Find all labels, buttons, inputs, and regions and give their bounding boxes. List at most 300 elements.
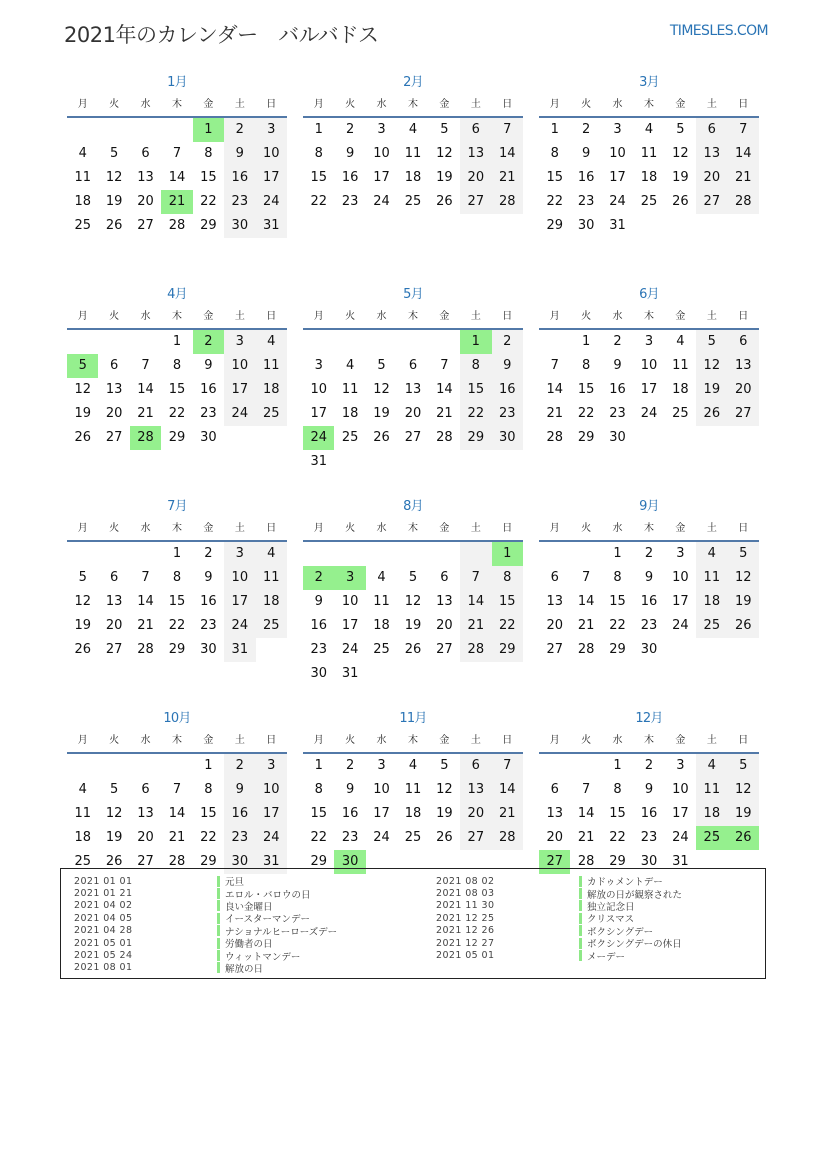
- day-cell[interactable]: 2: [644, 546, 654, 561]
- day-cell[interactable]: 4: [377, 570, 386, 585]
- holiday-day-cell[interactable]: 1: [492, 542, 523, 566]
- day-cell[interactable]: 17: [640, 382, 658, 397]
- day-cell[interactable]: 19: [74, 406, 91, 421]
- day-cell[interactable]: 12: [105, 806, 123, 821]
- day-cell[interactable]: 13: [460, 778, 491, 802]
- day-cell[interactable]: 6: [141, 146, 150, 161]
- day-cell[interactable]: 31: [256, 850, 287, 874]
- day-cell[interactable]: 5: [440, 122, 449, 137]
- day-cell[interactable]: 19: [696, 378, 727, 402]
- day-cell[interactable]: 27: [460, 826, 491, 850]
- day-cell[interactable]: 7: [492, 118, 523, 142]
- day-cell[interactable]: 16: [310, 618, 327, 633]
- day-cell[interactable]: 10: [640, 358, 658, 373]
- day-cell[interactable]: 23: [341, 830, 359, 845]
- day-cell[interactable]: 8: [172, 570, 182, 585]
- day-cell[interactable]: 20: [728, 378, 759, 402]
- day-cell[interactable]: 27: [105, 642, 123, 657]
- day-cell[interactable]: 18: [404, 170, 422, 185]
- day-cell[interactable]: 8: [314, 146, 323, 161]
- day-cell[interactable]: 25: [373, 642, 390, 657]
- day-cell[interactable]: 31: [256, 214, 287, 238]
- day-cell[interactable]: 17: [672, 594, 689, 609]
- day-cell[interactable]: 30: [310, 666, 327, 681]
- day-cell[interactable]: 24: [640, 406, 658, 421]
- day-cell[interactable]: 23: [492, 402, 523, 426]
- day-cell[interactable]: 11: [256, 354, 287, 378]
- day-cell[interactable]: 23: [224, 190, 255, 214]
- day-cell[interactable]: 1: [613, 758, 622, 773]
- day-cell[interactable]: 22: [546, 194, 563, 209]
- day-cell[interactable]: 14: [137, 382, 154, 397]
- day-cell[interactable]: 26: [105, 218, 123, 233]
- day-cell[interactable]: 16: [640, 806, 658, 821]
- day-cell[interactable]: 17: [256, 802, 287, 826]
- day-cell[interactable]: 28: [436, 430, 453, 445]
- day-cell[interactable]: 1: [613, 546, 622, 561]
- day-cell[interactable]: 17: [373, 806, 390, 821]
- day-cell[interactable]: 7: [460, 566, 491, 590]
- day-cell[interactable]: 24: [672, 830, 689, 845]
- holiday-day-cell[interactable]: 28: [130, 426, 161, 450]
- day-cell[interactable]: 26: [728, 614, 759, 638]
- day-cell[interactable]: 24: [672, 618, 689, 633]
- day-cell[interactable]: 15: [460, 378, 491, 402]
- day-cell[interactable]: 4: [676, 334, 685, 349]
- day-cell[interactable]: 19: [404, 618, 422, 633]
- day-cell[interactable]: 18: [696, 590, 727, 614]
- day-cell[interactable]: 23: [200, 618, 217, 633]
- day-cell[interactable]: 17: [672, 806, 689, 821]
- day-cell[interactable]: 14: [492, 142, 523, 166]
- day-cell[interactable]: 28: [577, 854, 595, 869]
- day-cell[interactable]: 21: [137, 618, 154, 633]
- day-cell[interactable]: 17: [609, 170, 626, 185]
- day-cell[interactable]: 22: [609, 830, 626, 845]
- day-cell[interactable]: 1: [204, 758, 213, 773]
- day-cell[interactable]: 14: [168, 170, 186, 185]
- day-cell[interactable]: 1: [172, 546, 182, 561]
- day-cell[interactable]: 16: [577, 170, 595, 185]
- day-cell[interactable]: 6: [109, 358, 119, 373]
- day-cell[interactable]: 4: [696, 542, 727, 566]
- day-cell[interactable]: 12: [105, 170, 123, 185]
- day-cell[interactable]: 5: [78, 570, 87, 585]
- day-cell[interactable]: 10: [341, 594, 359, 609]
- day-cell[interactable]: 4: [256, 330, 287, 354]
- day-cell[interactable]: 12: [74, 382, 91, 397]
- day-cell[interactable]: 1: [314, 758, 323, 773]
- day-cell[interactable]: 3: [644, 334, 654, 349]
- day-cell[interactable]: 21: [546, 406, 563, 421]
- day-cell[interactable]: 9: [644, 782, 654, 797]
- day-cell[interactable]: 8: [204, 146, 213, 161]
- holiday-day-cell[interactable]: 1: [193, 118, 224, 142]
- holiday-day-cell[interactable]: 30: [334, 850, 365, 874]
- day-cell[interactable]: 4: [644, 122, 654, 137]
- day-cell[interactable]: 25: [696, 614, 727, 638]
- day-cell[interactable]: 5: [109, 782, 119, 797]
- day-cell[interactable]: 14: [577, 806, 595, 821]
- day-cell[interactable]: 11: [341, 382, 359, 397]
- day-cell[interactable]: 25: [404, 830, 422, 845]
- day-cell[interactable]: 2: [345, 122, 355, 137]
- day-cell[interactable]: 26: [436, 830, 453, 845]
- day-cell[interactable]: 27: [460, 190, 491, 214]
- day-cell[interactable]: 20: [137, 830, 154, 845]
- day-cell[interactable]: 18: [74, 194, 91, 209]
- day-cell[interactable]: 21: [492, 166, 523, 190]
- day-cell[interactable]: 6: [460, 118, 491, 142]
- day-cell[interactable]: 23: [609, 406, 626, 421]
- day-cell[interactable]: 14: [546, 382, 563, 397]
- day-cell[interactable]: 14: [492, 778, 523, 802]
- day-cell[interactable]: 13: [728, 354, 759, 378]
- day-cell[interactable]: 6: [109, 570, 119, 585]
- day-cell[interactable]: 8: [581, 358, 591, 373]
- day-cell[interactable]: 19: [728, 802, 759, 826]
- day-cell[interactable]: 20: [696, 166, 727, 190]
- day-cell[interactable]: 19: [436, 170, 453, 185]
- day-cell[interactable]: 5: [676, 122, 685, 137]
- day-cell[interactable]: 18: [373, 618, 390, 633]
- day-cell[interactable]: 6: [408, 358, 418, 373]
- day-cell[interactable]: 24: [256, 190, 287, 214]
- day-cell[interactable]: 13: [137, 806, 154, 821]
- day-cell[interactable]: 7: [141, 358, 150, 373]
- day-cell[interactable]: 20: [404, 406, 422, 421]
- day-cell[interactable]: 29: [492, 638, 523, 662]
- day-cell[interactable]: 3: [377, 122, 386, 137]
- day-cell[interactable]: 5: [696, 330, 727, 354]
- day-cell[interactable]: 30: [200, 642, 217, 657]
- day-cell[interactable]: 12: [696, 354, 727, 378]
- day-cell[interactable]: 18: [404, 806, 422, 821]
- day-cell[interactable]: 29: [609, 642, 626, 657]
- day-cell[interactable]: 14: [168, 806, 186, 821]
- day-cell[interactable]: 27: [546, 642, 563, 657]
- day-cell[interactable]: 22: [168, 406, 186, 421]
- day-cell[interactable]: 24: [373, 194, 390, 209]
- day-cell[interactable]: 9: [613, 358, 622, 373]
- holiday-day-cell[interactable]: 1: [460, 330, 491, 354]
- day-cell[interactable]: 14: [728, 142, 759, 166]
- day-cell[interactable]: 16: [341, 806, 359, 821]
- day-cell[interactable]: 5: [728, 754, 759, 778]
- day-cell[interactable]: 15: [168, 594, 186, 609]
- day-cell[interactable]: 29: [168, 430, 186, 445]
- day-cell[interactable]: 22: [492, 614, 523, 638]
- day-cell[interactable]: 22: [310, 830, 327, 845]
- day-cell[interactable]: 25: [640, 194, 658, 209]
- day-cell[interactable]: 21: [460, 614, 491, 638]
- day-cell[interactable]: 11: [74, 806, 91, 821]
- day-cell[interactable]: 28: [168, 218, 186, 233]
- day-cell[interactable]: 1: [172, 334, 182, 349]
- day-cell[interactable]: 18: [256, 590, 287, 614]
- day-cell[interactable]: 28: [492, 190, 523, 214]
- day-cell[interactable]: 13: [546, 806, 563, 821]
- day-cell[interactable]: 13: [546, 594, 563, 609]
- day-cell[interactable]: 2: [492, 330, 523, 354]
- day-cell[interactable]: 27: [696, 190, 727, 214]
- day-cell[interactable]: 15: [200, 806, 217, 821]
- day-cell[interactable]: 13: [460, 142, 491, 166]
- day-cell[interactable]: 16: [492, 378, 523, 402]
- day-cell[interactable]: 8: [172, 358, 182, 373]
- day-cell[interactable]: 30: [492, 426, 523, 450]
- day-cell[interactable]: 6: [460, 754, 491, 778]
- day-cell[interactable]: 29: [460, 426, 491, 450]
- day-cell[interactable]: 20: [105, 406, 123, 421]
- day-cell[interactable]: 3: [256, 754, 287, 778]
- day-cell[interactable]: 20: [436, 618, 453, 633]
- day-cell[interactable]: 17: [256, 166, 287, 190]
- day-cell[interactable]: 28: [728, 190, 759, 214]
- day-cell[interactable]: 7: [172, 782, 182, 797]
- day-cell[interactable]: 8: [314, 782, 323, 797]
- day-cell[interactable]: 3: [377, 758, 386, 773]
- day-cell[interactable]: 6: [728, 330, 759, 354]
- day-cell[interactable]: 30: [224, 850, 255, 874]
- day-cell[interactable]: 29: [310, 854, 327, 869]
- day-cell[interactable]: 11: [640, 146, 658, 161]
- day-cell[interactable]: 27: [404, 430, 422, 445]
- day-cell[interactable]: 2: [204, 546, 213, 561]
- day-cell[interactable]: 14: [137, 594, 154, 609]
- day-cell[interactable]: 21: [168, 830, 186, 845]
- holiday-day-cell[interactable]: 2: [303, 566, 334, 590]
- day-cell[interactable]: 23: [200, 406, 217, 421]
- day-cell[interactable]: 7: [581, 570, 591, 585]
- day-cell[interactable]: 5: [408, 570, 418, 585]
- day-cell[interactable]: 28: [137, 642, 154, 657]
- day-cell[interactable]: 15: [577, 382, 595, 397]
- day-cell[interactable]: 20: [546, 830, 563, 845]
- day-cell[interactable]: 9: [224, 778, 255, 802]
- day-cell[interactable]: 22: [200, 194, 217, 209]
- day-cell[interactable]: 9: [314, 594, 323, 609]
- day-cell[interactable]: 16: [200, 382, 217, 397]
- day-cell[interactable]: 27: [105, 430, 123, 445]
- day-cell[interactable]: 5: [109, 146, 119, 161]
- day-cell[interactable]: 23: [224, 826, 255, 850]
- day-cell[interactable]: 19: [672, 170, 689, 185]
- day-cell[interactable]: 11: [74, 170, 91, 185]
- day-cell[interactable]: 25: [256, 614, 287, 638]
- day-cell[interactable]: 15: [168, 382, 186, 397]
- day-cell[interactable]: 4: [78, 146, 87, 161]
- day-cell[interactable]: 7: [492, 754, 523, 778]
- day-cell[interactable]: 10: [373, 782, 390, 797]
- day-cell[interactable]: 15: [310, 806, 327, 821]
- day-cell[interactable]: 26: [436, 194, 453, 209]
- day-cell[interactable]: 22: [168, 618, 186, 633]
- day-cell[interactable]: 19: [728, 590, 759, 614]
- day-cell[interactable]: 31: [310, 454, 327, 469]
- day-cell[interactable]: 21: [728, 166, 759, 190]
- day-cell[interactable]: 4: [345, 358, 355, 373]
- day-cell[interactable]: 13: [404, 382, 422, 397]
- day-cell[interactable]: 25: [672, 406, 689, 421]
- day-cell[interactable]: 19: [105, 194, 123, 209]
- day-cell[interactable]: 7: [141, 570, 150, 585]
- day-cell[interactable]: 28: [546, 430, 563, 445]
- day-cell[interactable]: 14: [577, 594, 595, 609]
- day-cell[interactable]: 21: [577, 830, 595, 845]
- day-cell[interactable]: 26: [74, 642, 91, 657]
- day-cell[interactable]: 8: [460, 354, 491, 378]
- day-cell[interactable]: 31: [224, 638, 255, 662]
- day-cell[interactable]: 27: [436, 642, 453, 657]
- day-cell[interactable]: 8: [492, 566, 523, 590]
- day-cell[interactable]: 10: [256, 142, 287, 166]
- day-cell[interactable]: 6: [696, 118, 727, 142]
- day-cell[interactable]: 19: [373, 406, 390, 421]
- day-cell[interactable]: 30: [609, 430, 626, 445]
- day-cell[interactable]: 18: [672, 382, 689, 397]
- day-cell[interactable]: 29: [168, 642, 186, 657]
- day-cell[interactable]: 25: [404, 194, 422, 209]
- day-cell[interactable]: 17: [341, 618, 359, 633]
- day-cell[interactable]: 17: [224, 378, 255, 402]
- day-cell[interactable]: 27: [728, 402, 759, 426]
- day-cell[interactable]: 23: [640, 618, 658, 633]
- day-cell[interactable]: 17: [224, 590, 255, 614]
- day-cell[interactable]: 29: [200, 854, 217, 869]
- day-cell[interactable]: 17: [373, 170, 390, 185]
- day-cell[interactable]: 13: [137, 170, 154, 185]
- day-cell[interactable]: 11: [696, 566, 727, 590]
- day-cell[interactable]: 6: [440, 570, 449, 585]
- day-cell[interactable]: 7: [550, 358, 559, 373]
- day-cell[interactable]: 1: [581, 334, 591, 349]
- day-cell[interactable]: 19: [436, 806, 453, 821]
- day-cell[interactable]: 12: [436, 782, 453, 797]
- day-cell[interactable]: 15: [609, 806, 626, 821]
- day-cell[interactable]: 20: [460, 166, 491, 190]
- day-cell[interactable]: 3: [224, 542, 255, 566]
- day-cell[interactable]: 22: [609, 618, 626, 633]
- day-cell[interactable]: 10: [672, 570, 689, 585]
- day-cell[interactable]: 20: [460, 802, 491, 826]
- day-cell[interactable]: 9: [492, 354, 523, 378]
- day-cell[interactable]: 15: [609, 594, 626, 609]
- day-cell[interactable]: 6: [550, 782, 559, 797]
- day-cell[interactable]: 21: [577, 618, 595, 633]
- day-cell[interactable]: 27: [137, 218, 154, 233]
- day-cell[interactable]: 12: [672, 146, 689, 161]
- day-cell[interactable]: 22: [577, 406, 595, 421]
- day-cell[interactable]: 3: [314, 358, 323, 373]
- day-cell[interactable]: 11: [373, 594, 390, 609]
- day-cell[interactable]: 8: [204, 782, 213, 797]
- day-cell[interactable]: 16: [341, 170, 359, 185]
- day-cell[interactable]: 26: [373, 430, 390, 445]
- day-cell[interactable]: 12: [728, 566, 759, 590]
- day-cell[interactable]: 18: [341, 406, 359, 421]
- day-cell[interactable]: 2: [345, 758, 355, 773]
- day-cell[interactable]: 20: [546, 618, 563, 633]
- day-cell[interactable]: 30: [224, 214, 255, 238]
- day-cell[interactable]: 23: [341, 194, 359, 209]
- day-cell[interactable]: 29: [546, 218, 563, 233]
- day-cell[interactable]: 2: [644, 758, 654, 773]
- day-cell[interactable]: 2: [224, 118, 255, 142]
- day-cell[interactable]: 19: [74, 618, 91, 633]
- day-cell[interactable]: 1: [314, 122, 323, 137]
- day-cell[interactable]: 6: [550, 570, 559, 585]
- day-cell[interactable]: 26: [672, 194, 689, 209]
- day-cell[interactable]: 12: [436, 146, 453, 161]
- day-cell[interactable]: 19: [105, 830, 123, 845]
- day-cell[interactable]: 3: [676, 758, 685, 773]
- site-logo[interactable]: TIMESLES.COM: [669, 23, 768, 39]
- day-cell[interactable]: 15: [200, 170, 217, 185]
- day-cell[interactable]: 6: [141, 782, 150, 797]
- day-cell[interactable]: 26: [696, 402, 727, 426]
- day-cell[interactable]: 15: [546, 170, 563, 185]
- day-cell[interactable]: 28: [168, 854, 186, 869]
- day-cell[interactable]: 15: [310, 170, 327, 185]
- day-cell[interactable]: 29: [577, 430, 595, 445]
- day-cell[interactable]: 7: [728, 118, 759, 142]
- day-cell[interactable]: 18: [640, 170, 658, 185]
- day-cell[interactable]: 28: [492, 826, 523, 850]
- day-cell[interactable]: 30: [640, 854, 658, 869]
- day-cell[interactable]: 20: [105, 618, 123, 633]
- day-cell[interactable]: 9: [581, 146, 591, 161]
- day-cell[interactable]: 24: [224, 402, 255, 426]
- day-cell[interactable]: 4: [696, 754, 727, 778]
- day-cell[interactable]: 25: [74, 854, 91, 869]
- day-cell[interactable]: 24: [609, 194, 626, 209]
- day-cell[interactable]: 21: [137, 406, 154, 421]
- day-cell[interactable]: 30: [640, 642, 658, 657]
- day-cell[interactable]: 11: [404, 782, 422, 797]
- holiday-day-cell[interactable]: 26: [728, 826, 759, 850]
- day-cell[interactable]: 3: [256, 118, 287, 142]
- day-cell[interactable]: 18: [256, 378, 287, 402]
- day-cell[interactable]: 31: [341, 666, 359, 681]
- day-cell[interactable]: 28: [460, 638, 491, 662]
- day-cell[interactable]: 30: [577, 218, 595, 233]
- day-cell[interactable]: 3: [676, 546, 685, 561]
- day-cell[interactable]: 9: [345, 782, 355, 797]
- day-cell[interactable]: 26: [105, 854, 123, 869]
- day-cell[interactable]: 29: [609, 854, 626, 869]
- day-cell[interactable]: 16: [224, 166, 255, 190]
- day-cell[interactable]: 1: [550, 122, 559, 137]
- day-cell[interactable]: 12: [728, 778, 759, 802]
- day-cell[interactable]: 2: [224, 754, 255, 778]
- day-cell[interactable]: 10: [373, 146, 390, 161]
- day-cell[interactable]: 9: [224, 142, 255, 166]
- day-cell[interactable]: 9: [644, 570, 654, 585]
- holiday-day-cell[interactable]: 5: [67, 354, 98, 378]
- day-cell[interactable]: 16: [200, 594, 217, 609]
- day-cell[interactable]: 18: [74, 830, 91, 845]
- day-cell[interactable]: 7: [440, 358, 449, 373]
- holiday-day-cell[interactable]: 21: [161, 190, 192, 214]
- day-cell[interactable]: 15: [492, 590, 523, 614]
- day-cell[interactable]: 18: [696, 802, 727, 826]
- holiday-day-cell[interactable]: 3: [334, 566, 365, 590]
- day-cell[interactable]: 3: [224, 330, 255, 354]
- day-cell[interactable]: 7: [172, 146, 182, 161]
- day-cell[interactable]: 24: [224, 614, 255, 638]
- day-cell[interactable]: 4: [408, 122, 418, 137]
